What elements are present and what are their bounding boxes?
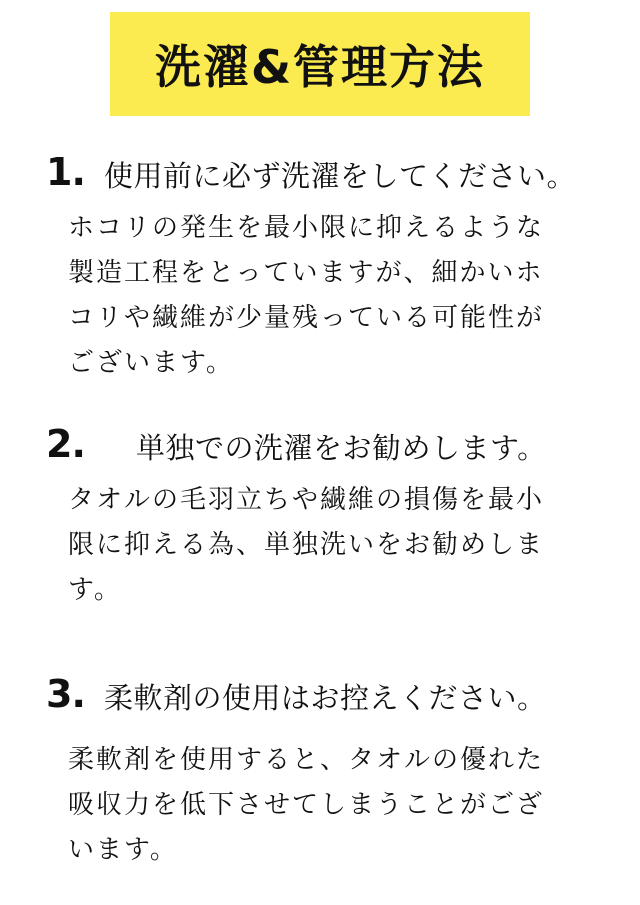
body-line: コリや繊維が少量残っている可能性が [68, 303, 545, 333]
section-heading [0, 420, 640, 470]
body-line: 吸収力を低下させてしまうことがござ [68, 790, 545, 820]
body-line: タオルの毛羽立ちや繊維の損傷を最小 [68, 485, 545, 515]
section-heading-text: 使用前に必ず洗濯をしてください。 [104, 159, 577, 193]
section-body [68, 478, 588, 613]
section-number: 1. [46, 150, 85, 194]
body-line: ホコリの発生を最小限に抑えるような [68, 213, 545, 243]
section-heading [0, 670, 640, 720]
section-heading-text: 単独での洗濯をお勧めします。 [136, 431, 547, 465]
section-heading [0, 148, 640, 198]
body-line: 柔軟剤を使用すると、タオルの優れた [68, 745, 545, 775]
section-number: 3. [46, 672, 85, 716]
body-line: 製造工程をとっていますが、細かいホ [68, 258, 544, 288]
section-body [68, 738, 588, 873]
title-banner [110, 12, 530, 116]
section-body [68, 206, 588, 386]
body-line: ございます。 [68, 348, 234, 378]
section-number: 2. [46, 422, 85, 466]
section-heading-text: 柔軟剤の使用はお控えください。 [104, 681, 547, 715]
page-title: 洗濯&管理方法 [154, 40, 486, 94]
body-line: 限に抑える為、単独洗いをお勧めしま [68, 530, 545, 560]
body-line: います。 [68, 835, 178, 865]
body-line: す。 [68, 575, 122, 605]
